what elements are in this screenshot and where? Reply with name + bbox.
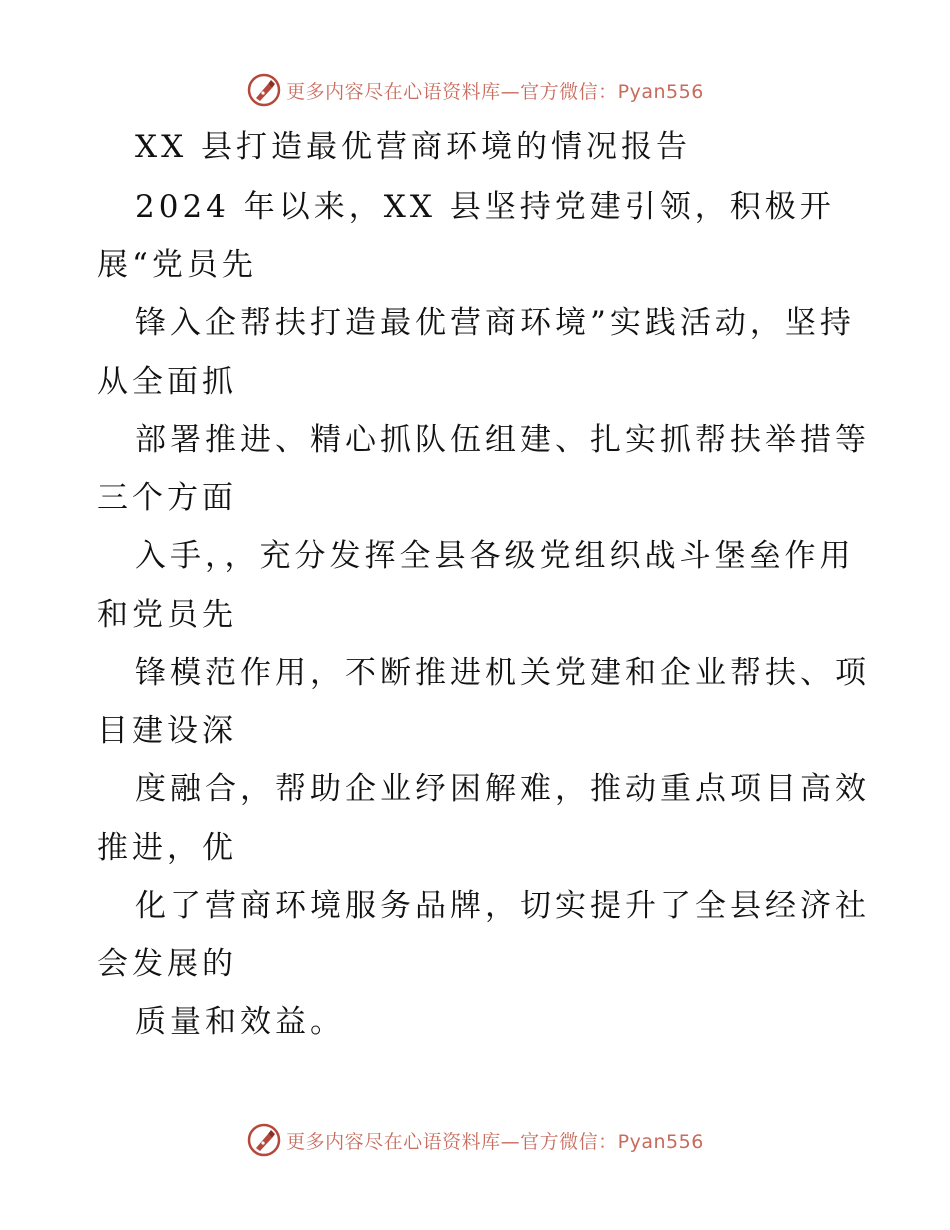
footer-text: 更多内容尽在心语资料库—官方微信：Pyan556 <box>286 1130 704 1153</box>
paragraph-line: 和党员先 <box>97 597 237 633</box>
paragraph-line: 推进，优 <box>97 830 237 866</box>
paragraph-line: 2024 年以来，XX 县坚持党建引领，积极开 <box>135 189 835 225</box>
document-title: XX 县打造最优营商环境的情况报告 <box>135 129 691 165</box>
paragraph-line: 目建设深 <box>97 713 237 749</box>
paragraph-line: 锋模范作用，不断推进机关党建和企业帮扶、项 <box>135 655 870 691</box>
paragraph-line: 质量和效益。 <box>135 1004 345 1040</box>
header-text: 更多内容尽在心语资料库—官方微信：Pyan556 <box>286 80 704 103</box>
pen-nib-seal-icon <box>246 1122 282 1158</box>
paragraph-line: 展“党员先 <box>97 247 257 283</box>
paragraph-line: 化了营商环境服务品牌，切实提升了全县经济社 <box>135 888 870 924</box>
paragraph-line: 三个方面 <box>97 480 237 516</box>
paragraph-line: 从全面抓 <box>97 364 237 400</box>
paragraph-line: 部署推进、精心抓队伍组建、扎实抓帮扶举措等 <box>135 422 870 458</box>
pen-nib-seal-icon <box>246 72 282 108</box>
header-banner <box>0 70 950 110</box>
paragraph-line: 会发展的 <box>97 946 237 982</box>
footer-banner <box>0 1120 950 1160</box>
paragraph-line: 锋入企帮扶打造最优营商环境”实践活动，坚持 <box>135 305 855 341</box>
paragraph-line: 入手，，充分发挥全县各级党组织战斗堡垒作用 <box>135 538 855 574</box>
paragraph-line: 度融合，帮助企业纾困解难，推动重点项目高效 <box>135 771 870 807</box>
